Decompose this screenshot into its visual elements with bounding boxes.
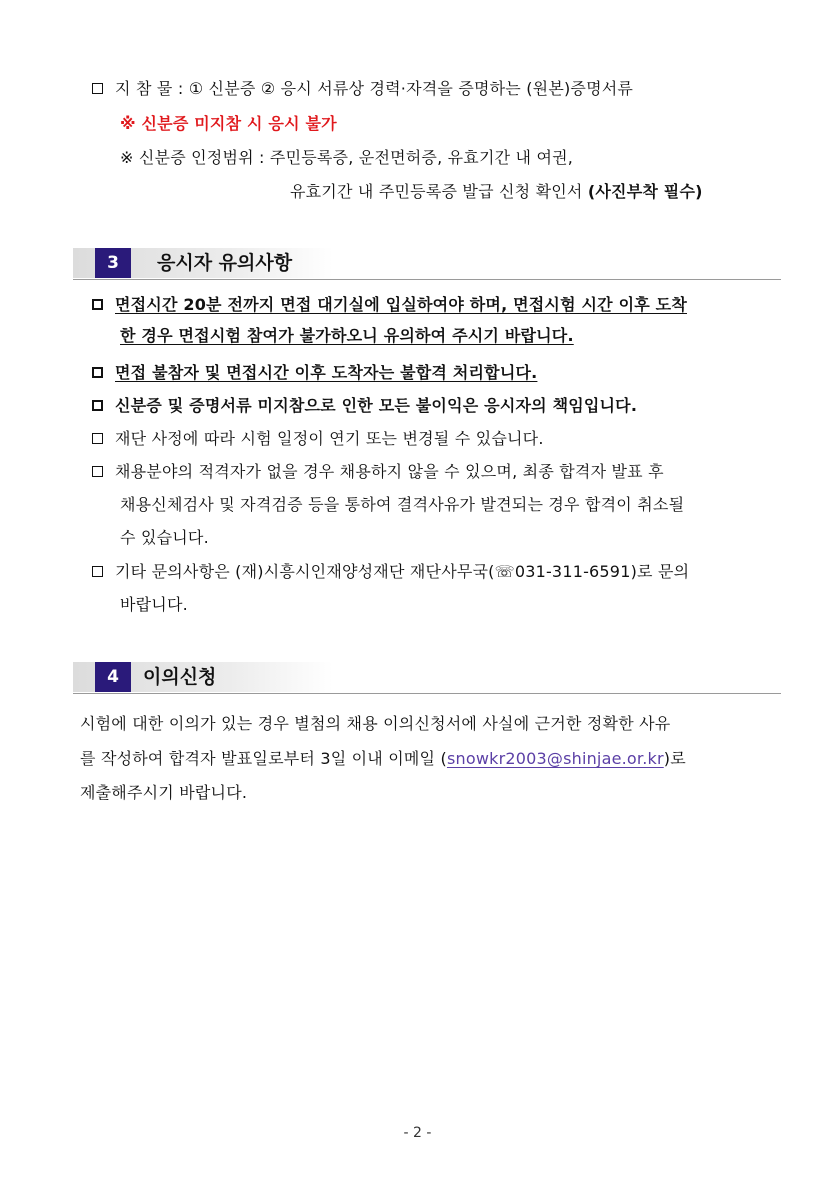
checkbox-icon (92, 299, 103, 310)
section-rule (73, 693, 781, 694)
checkbox-icon (92, 83, 103, 94)
notice-item-2: 면접 불참자 및 면접시간 이후 도착자는 불합격 처리합니다. (92, 362, 537, 384)
id-required-warning: ※ 신분증 미지참 시 응시 불가 (120, 114, 337, 133)
id-scope-line-2: 유효기간 내 주민등록증 발급 신청 확인서 (사진부착 필수) (290, 182, 703, 201)
id-scope-line-1: ※ 신분증 인정범위 : 주민등록증, 운전면허증, 유효기간 내 여권, (120, 148, 574, 167)
objection-paragraph-line-1: 시험에 대한 이의가 있는 경우 별첨의 채용 이의신청서에 사실에 근거한 정확한 사유 (80, 714, 671, 733)
section-4-header (73, 662, 781, 694)
checkbox-icon (92, 400, 103, 411)
email-link[interactable]: snowkr2003@shinjae.or.kr (446, 749, 664, 768)
notice-item-1-line-1: 면접시간 20분 전까지 면접 대기실에 입실하여야 하며, 면접시험 시간 이후 도착 (92, 294, 764, 316)
notice-item-5-line-3: 수 있습니다. (120, 528, 209, 547)
notice-item-6-line-2: 바랍니다. (120, 595, 188, 614)
notice-item-4: 재단 사정에 따라 시험 일정이 연기 또는 변경될 수 있습니다. (92, 428, 544, 450)
section-rule (73, 279, 781, 280)
section-title: 응시자 유의사항 (157, 252, 293, 274)
notice-item-1-line-2: 한 경우 면접시험 참여가 불가하오니 유의하여 주시기 바랍니다. (120, 326, 574, 345)
checkbox-icon (92, 466, 103, 477)
objection-paragraph-line-2: 를 작성하여 합격자 발표일로부터 3일 이내 이메일 (snowkr2003@shinjae.or.kr)로 (80, 749, 686, 768)
section-title: 이의신청 (143, 666, 217, 688)
section-number-badge: 3 (95, 248, 131, 278)
checkbox-icon (92, 367, 103, 378)
notice-item-6-line-1: 기타 문의사항은 (재)시흥시인재양성재단 재단사무국(☏031-311-6591)로 문의 (92, 561, 689, 583)
checkbox-icon (92, 566, 103, 577)
section-number-badge: 4 (95, 662, 131, 692)
page-number: - 2 - (403, 1125, 432, 1141)
notice-item-5-line-1: 채용분야의 적격자가 없을 경우 채용하지 않을 수 있으며, 최종 합격자 발표 후 (92, 461, 664, 483)
checkbox-icon (92, 433, 103, 444)
notice-item-3: 신분증 및 증명서류 미지참으로 인한 모든 불이익은 응시자의 책임입니다. (92, 395, 637, 417)
section-3-header (73, 248, 781, 280)
objection-paragraph-line-3: 제출해주시기 바랍니다. (80, 783, 248, 802)
notice-item-5-line-2: 채용신체검사 및 자격검증 등을 통하여 결격사유가 발견되는 경우 합격이 취소될 (120, 495, 685, 514)
items-to-bring-line: 지 참 물 : ① 신분증 ② 응시 서류상 경력·자격을 증명하는 (원본)증명서류 (92, 78, 633, 100)
